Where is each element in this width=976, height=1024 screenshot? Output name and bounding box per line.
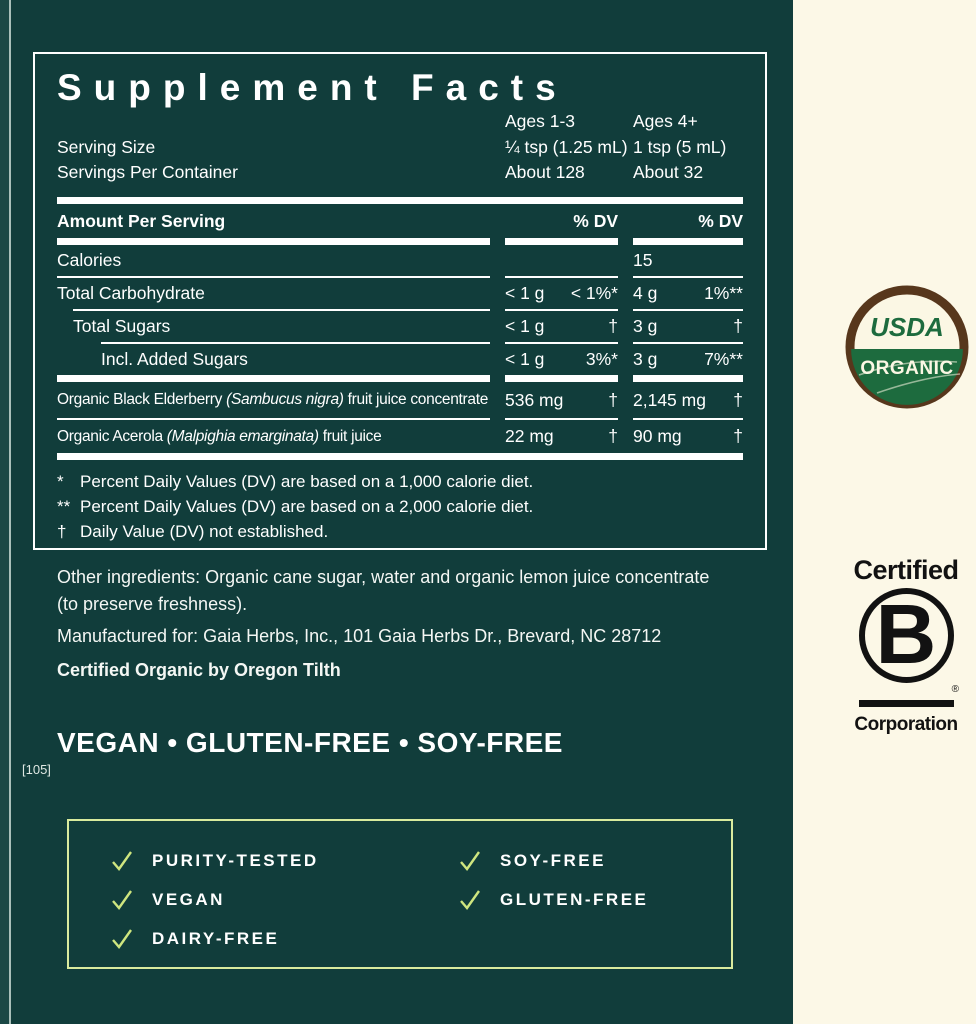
checklist-right-column — [457, 841, 648, 919]
table-row-added-sugars: Incl. Added Sugars < 1 g 3%* 3 g 7%** — [57, 344, 743, 375]
thick-separator-top — [57, 197, 743, 204]
servings-ages4plus: About 32 — [633, 162, 704, 182]
manufactured-for-text: Manufactured for: Gaia Herbs, Inc., 101 Gaia Herbs Dr., Brevard, NC 28712 — [57, 626, 662, 646]
thick-separator-segments — [57, 238, 743, 245]
age-columns-header — [57, 108, 743, 135]
footnote: † Daily Value (DV) not established. — [57, 522, 329, 541]
claims-line: VEGAN • GLUTEN-FREE • SOY-FREE — [57, 727, 563, 758]
check-icon — [457, 848, 483, 874]
table-row-black-elderberry: Organic Black Elderberry (Sambucus nigra) fruit juice concentrate 536 mg † 2,145 mg † — [57, 389, 743, 410]
row-separator — [57, 418, 743, 420]
list-item: SOY-FREE — [457, 841, 648, 880]
supplement-facts-panel — [33, 52, 767, 550]
table-row-calories: Calories 15 — [57, 250, 653, 270]
footnote: * Percent Daily Values (DV) are based on a 1,000 calorie diet. — [57, 472, 534, 491]
servings-per-container-row — [57, 160, 743, 185]
list-item: DAIRY-FREE — [109, 919, 319, 958]
b-corp-divider-bar — [859, 700, 954, 707]
svg-text:USDA: USDA — [870, 312, 944, 342]
row-label: Organic Acerola (Malpighia emarginata) fruit juice — [57, 427, 382, 445]
row-label: Total Sugars — [73, 316, 171, 336]
supplement-facts-title: Supplement Facts — [57, 67, 568, 108]
table-row-total-sugars: Total Sugars < 1 g † 3 g † — [57, 311, 743, 342]
row-label: Organic Black Elderberry (Sambucus nigra) fruit juice concentrate — [57, 391, 489, 408]
list-item: VEGAN — [109, 880, 319, 919]
serving-size-label: Serving Size — [57, 137, 156, 157]
check-icon — [457, 887, 483, 913]
check-icon — [109, 848, 135, 874]
table-row-total-carbohydrate: Total Carbohydrate < 1 g < 1%* 4 g 1%** — [57, 283, 743, 303]
b-corp-circle-mark-icon: B — [859, 588, 954, 683]
attributes-checklist-box — [67, 819, 733, 969]
label-code: [105] — [22, 762, 51, 777]
registered-trademark-symbol: ® — [951, 684, 959, 695]
row-label: Total Carbohydrate — [57, 283, 205, 303]
other-ingredients-text: Other ingredients: Organic cane sugar, water and organic lemon juice concentrate (to preserve freshness). — [57, 567, 710, 614]
dv-header-col1: % DV — [573, 210, 618, 231]
checklist-left-column — [109, 841, 319, 958]
footnotes — [57, 469, 743, 544]
footnote: ** Percent Daily Values (DV) are based on a 2,000 calorie diet. — [57, 497, 534, 516]
serving-size-row — [57, 135, 743, 160]
amount-per-serving-label: Amount Per Serving — [57, 210, 226, 231]
b-corp-certified-text: Certified — [853, 555, 959, 585]
serving-size-ages4plus: 1 tsp (5 mL) — [633, 137, 727, 157]
row-separator — [57, 342, 743, 344]
col-header-ages-1-3: Ages 1-3 — [505, 111, 576, 131]
label-side-panel — [793, 0, 976, 1024]
servings-ages1-3: About 128 — [505, 162, 585, 182]
row-separator — [57, 309, 743, 311]
list-item: PURITY-TESTED — [109, 841, 319, 880]
b-corp-corporation-text: Corporation — [854, 714, 958, 735]
label-edge-line — [9, 0, 11, 1024]
dv-header-col2: % DV — [698, 210, 743, 231]
check-icon — [109, 926, 135, 952]
row-label: Calories — [57, 250, 122, 270]
col-header-ages-4plus: Ages 4+ — [633, 111, 698, 131]
thick-separator-bottom — [57, 453, 743, 460]
row-separator — [57, 276, 743, 278]
servings-label: Servings Per Container — [57, 162, 238, 182]
amount-per-serving-header — [57, 204, 743, 238]
usda-organic-seal-icon — [845, 285, 969, 409]
svg-text:ORGANIC: ORGANIC — [860, 358, 954, 379]
check-icon — [109, 887, 135, 913]
table-row-acerola: Organic Acerola (Malpighia emarginata) fruit juice 22 mg † 90 mg † — [57, 426, 743, 446]
row-label: Incl. Added Sugars — [101, 349, 248, 369]
b-corp-logo — [845, 556, 967, 736]
thick-separator-segments — [57, 375, 743, 382]
certified-organic-text: Certified Organic by Oregon Tilth — [57, 660, 341, 680]
list-item: GLUTEN-FREE — [457, 880, 648, 919]
serving-size-ages1-3: ¼ tsp (1.25 mL) — [505, 137, 628, 157]
label-edge-strip — [0, 0, 9, 1024]
